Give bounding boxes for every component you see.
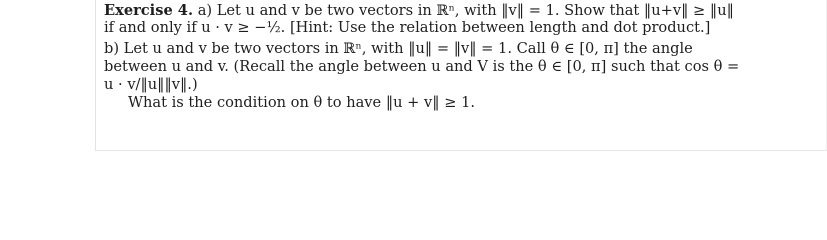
part-b-line-1: b) Let u and v be two vectors in ℝⁿ, with ‖u‖ = ‖v‖ = 1. Call θ ∈ [0, π] the angle: [104, 40, 693, 57]
exercise-heading: Exercise 4.: [104, 2, 194, 19]
part-b-question: What is the condition on θ to have ‖u + v‖ ≥ 1.: [128, 94, 475, 111]
part-a-line-1: [104, 2, 734, 20]
part-a-text-1: a) Let u and v be two vectors in ℝⁿ, with ‖v‖ = 1. Show that ‖u+v‖ ≥ ‖u‖: [197, 2, 734, 19]
part-b-line-3: u · v/‖u‖‖v‖.): [104, 76, 198, 93]
part-a-line-2: if and only if u · v ≥ −½. [Hint: Use the relation between length and dot product.]: [104, 19, 711, 36]
part-b-line-2: between u and v. (Recall the angle between u and V is the θ ∈ [0, π] such that cos θ =: [104, 58, 740, 75]
